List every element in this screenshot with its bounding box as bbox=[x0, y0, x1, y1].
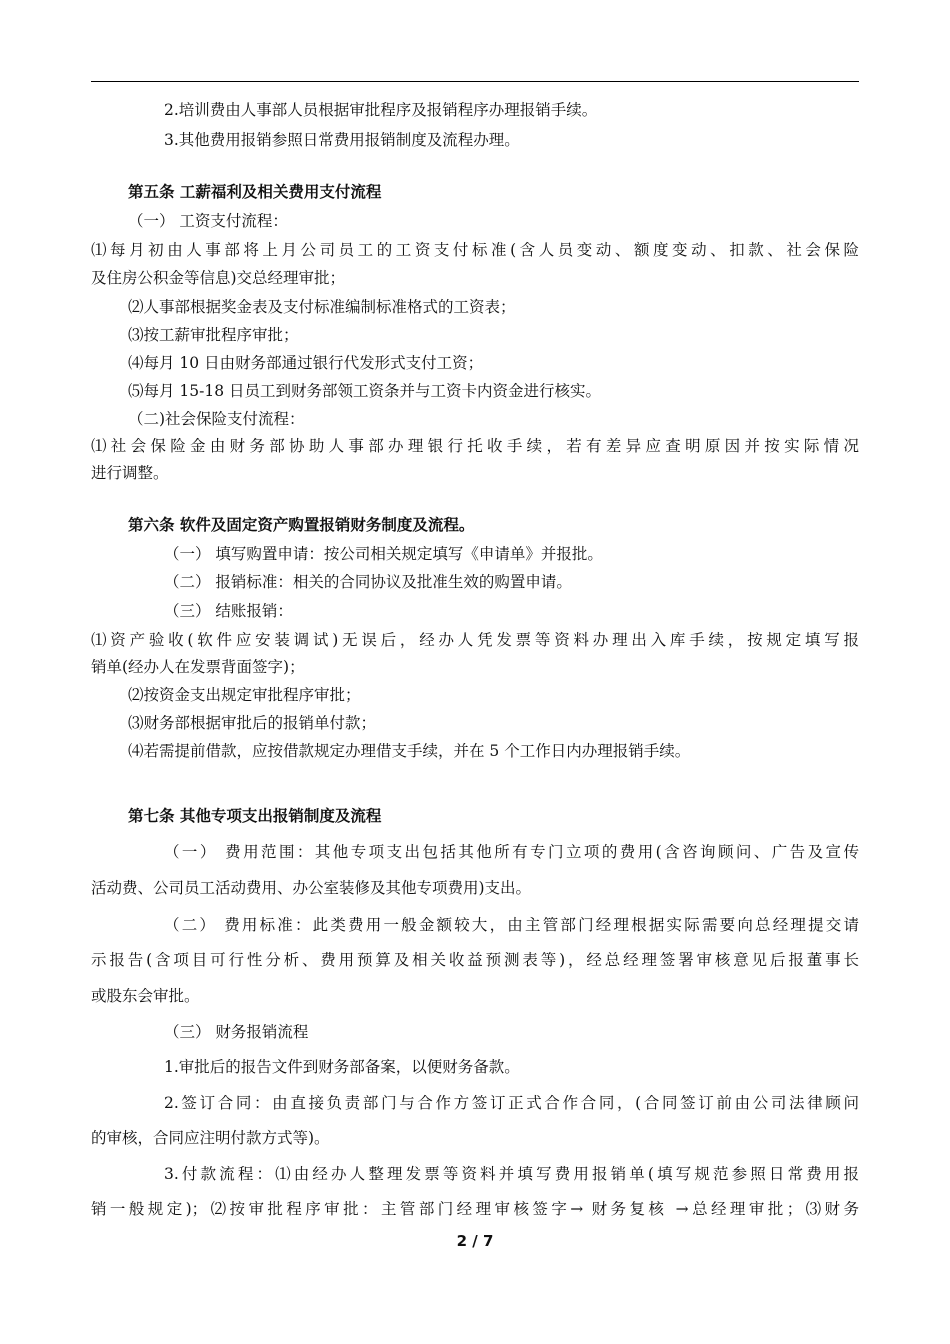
article-6-line: ⑵按资金支出规定审批程序审批； bbox=[128, 686, 361, 704]
article-6-line: （一） 填写购置申请：按公司相关规定填写《申请单》并报批。 bbox=[164, 545, 603, 563]
article-6-line: ⑴资产验收(软件应安装调试)无误后，经办人凭发票等资料办理出入库手续，按规定填写报 bbox=[91, 631, 859, 649]
article-7-line: 销一般规定)；⑵按审批程序审批：主管部门经理审核签字→ 财务复核 →总经理审批；⑶财务 bbox=[91, 1200, 859, 1218]
article-5-line: ⑴每月初由人事部将上月公司员工的工资支付标准(含人员变动、额度变动、扣款、社会保险 bbox=[91, 241, 859, 259]
article-5-line: （二)社会保险支付流程： bbox=[128, 410, 305, 428]
article-7-line: （二） 费用标准：此类费用一般金额较大，由主管部门经理根据实际需要向总经理提交请 bbox=[164, 916, 859, 934]
article-5-line: ⑴社会保险金由财务部协助人事部办理银行托收手续，若有差异应查明原因并按实际情况 bbox=[91, 437, 859, 455]
article-7-line: 活动费、公司员工活动费用、办公室装修及其他专项费用)支出。 bbox=[91, 879, 532, 897]
article-6-line: （二） 报销标准：相关的合同协议及批准生效的购置申请。 bbox=[164, 573, 572, 591]
article-6-line: （三） 结账报销： bbox=[164, 602, 293, 620]
article-7-line: 2.签订合同：由直接负责部门与合作方签订正式合作合同，(合同签订前由公司法律顾问 bbox=[164, 1094, 859, 1112]
header-rule bbox=[91, 81, 859, 82]
article-5-line: （一） 工资支付流程： bbox=[128, 212, 288, 230]
article-7-line: （一） 费用范围：其他专项支出包括其他所有专门立项的费用(含咨询顾问、广告及宣传 bbox=[164, 843, 859, 861]
article-5-line: 进行调整。 bbox=[91, 464, 169, 482]
article-7-line: 示报告(含项目可行性分析、费用预算及相关收益预测表等)，经总经理签署审核意见后报董事长 bbox=[91, 951, 859, 969]
article-7-heading: 第七条 其他专项支出报销制度及流程 bbox=[128, 807, 382, 825]
article-6-line: ⑷若需提前借款，应按借款规定办理借支手续，并在 5 个工作日内办理报销手续。 bbox=[128, 742, 691, 760]
article-6-line: ⑶财务部根据审批后的报销单付款； bbox=[128, 714, 377, 732]
intro-line-2: 3.其他费用报销参照日常费用报销制度及流程办理。 bbox=[164, 131, 520, 149]
article-7-line: 3.付款流程：⑴由经办人整理发票等资料并填写费用报销单(填写规范参照日常费用报 bbox=[164, 1165, 859, 1183]
article-7-line: 或股东会审批。 bbox=[91, 987, 200, 1005]
article-5-line: ⑸每月 15-18 日员工到财务部领工资条并与工资卡内资金进行核实。 bbox=[128, 382, 602, 400]
article-7-line: 1.审批后的报告文件到财务部备案，以便财务备款。 bbox=[164, 1058, 520, 1076]
article-5-line: ⑵人事部根据奖金表及支付标准编制标准格式的工资表； bbox=[128, 298, 516, 316]
article-6-heading: 第六条 软件及固定资产购置报销财务制度及流程。 bbox=[128, 516, 475, 534]
article-5-heading: 第五条 工薪福利及相关费用支付流程 bbox=[128, 183, 382, 201]
article-6-line: 销单(经办人在发票背面签字)； bbox=[91, 658, 305, 676]
article-7-line: 的审核，合同应注明付款方式等)。 bbox=[91, 1129, 330, 1147]
article-7-line: （三） 财务报销流程 bbox=[164, 1023, 309, 1041]
intro-line-1: 2.培训费由人事部人员根据审批程序及报销程序办理报销手续。 bbox=[164, 101, 598, 119]
article-5-line: 及住房公积金等信息)交总经理审批； bbox=[91, 269, 346, 287]
article-5-line: ⑶按工薪审批程序审批； bbox=[128, 326, 299, 344]
page-number: 2 / 7 bbox=[456, 1232, 494, 1250]
article-5-line: ⑷每月 10 日由财务部通过银行代发形式支付工资； bbox=[128, 354, 484, 372]
